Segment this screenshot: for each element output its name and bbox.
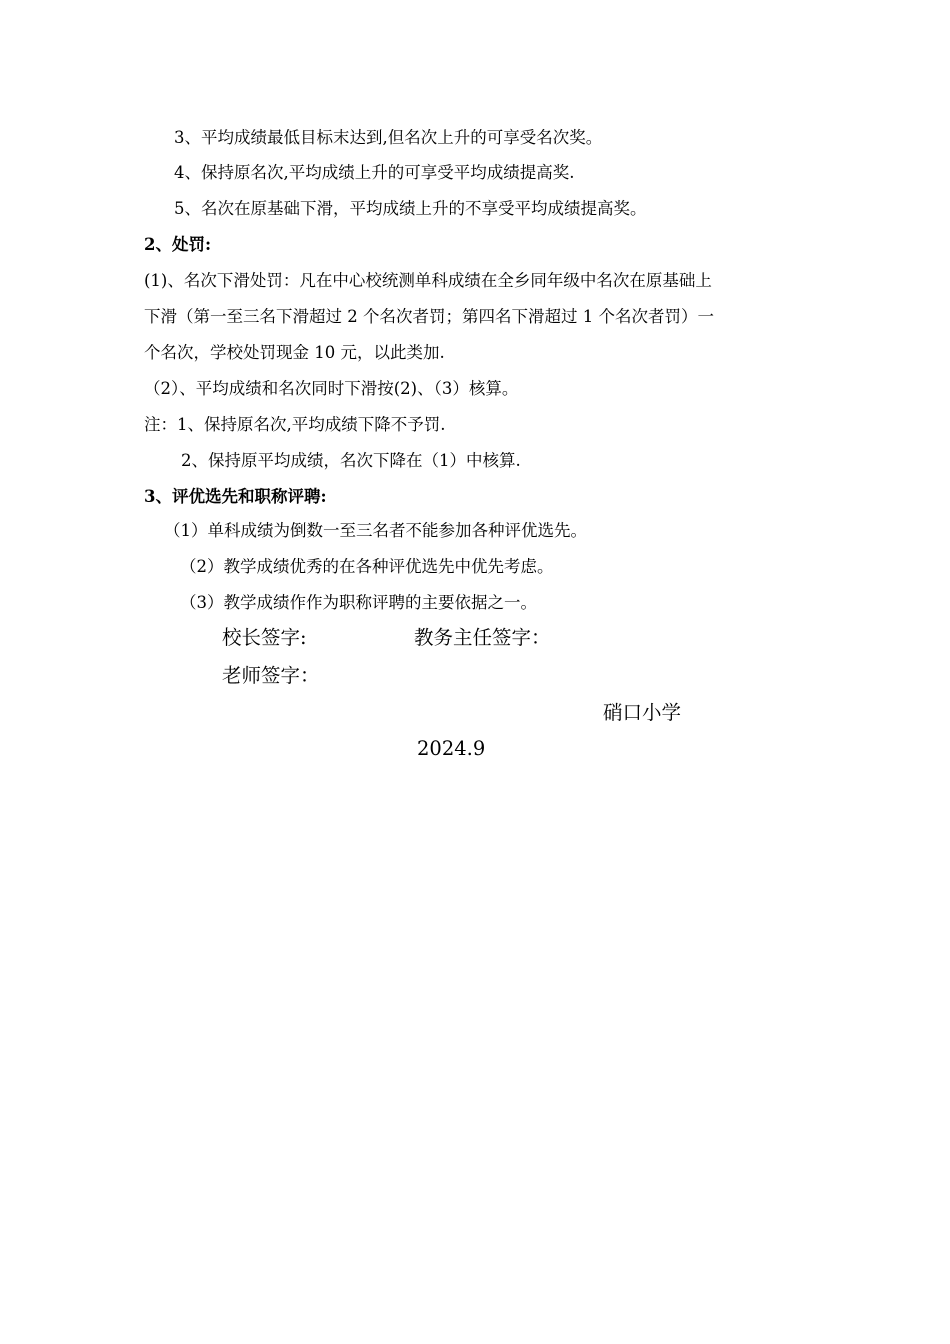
academic-director-signature-label: 教务主任签字： [414, 626, 551, 649]
school-name: 硝口小学 [603, 701, 682, 724]
reward-item-5: 5、名次在原基础下滑，平均成绩上升的不享受平均成绩提高奖。 [174, 199, 647, 218]
punishment-p2: （2）、平均成绩和名次同时下滑按(2)、（3）核算。 [144, 379, 519, 398]
evaluation-item-1: （1）单科成绩为倒数一至三名者不能参加各种评优选先。 [164, 521, 587, 540]
reward-item-3: 3、平均成绩最低目标末达到,但名次上升的可享受名次奖。 [174, 128, 603, 147]
punishment-note-1: 注：1、保持原名次,平均成绩下降不予罚. [144, 415, 446, 434]
punishment-note-2: 2、保持原平均成绩，名次下降在（1）中核算. [181, 451, 521, 470]
evaluation-item-3: （3）教学成绩作作为职称评聘的主要依据之一。 [180, 593, 537, 612]
punishment-p1-line3: 个名次，学校处罚现金 10 元，以此类加. [144, 343, 445, 362]
punishment-heading: 2、处罚: [144, 235, 212, 254]
evaluation-heading: 3、评优选先和职称评聘: [144, 487, 327, 506]
reward-item-4: 4、保持原名次,平均成绩上升的可享受平均成绩提高奖. [174, 163, 575, 182]
evaluation-item-2: （2）教学成绩优秀的在各种评优选先中优先考虑。 [180, 557, 554, 576]
teacher-signature-label: 老师签字： [222, 664, 320, 687]
principal-signature-label: 校长签字: [222, 626, 307, 649]
punishment-p1-line1: (1)、名次下滑处罚：凡在中心校统测单科成绩在全乡同年级中名次在原基础上 [144, 271, 712, 290]
punishment-p1-line2: 下滑（第一至三名下滑超过 2 个名次者罚；第四名下滑超过 1 个名次者罚）一 [144, 307, 714, 326]
document-date: 2024.9 [417, 737, 486, 760]
